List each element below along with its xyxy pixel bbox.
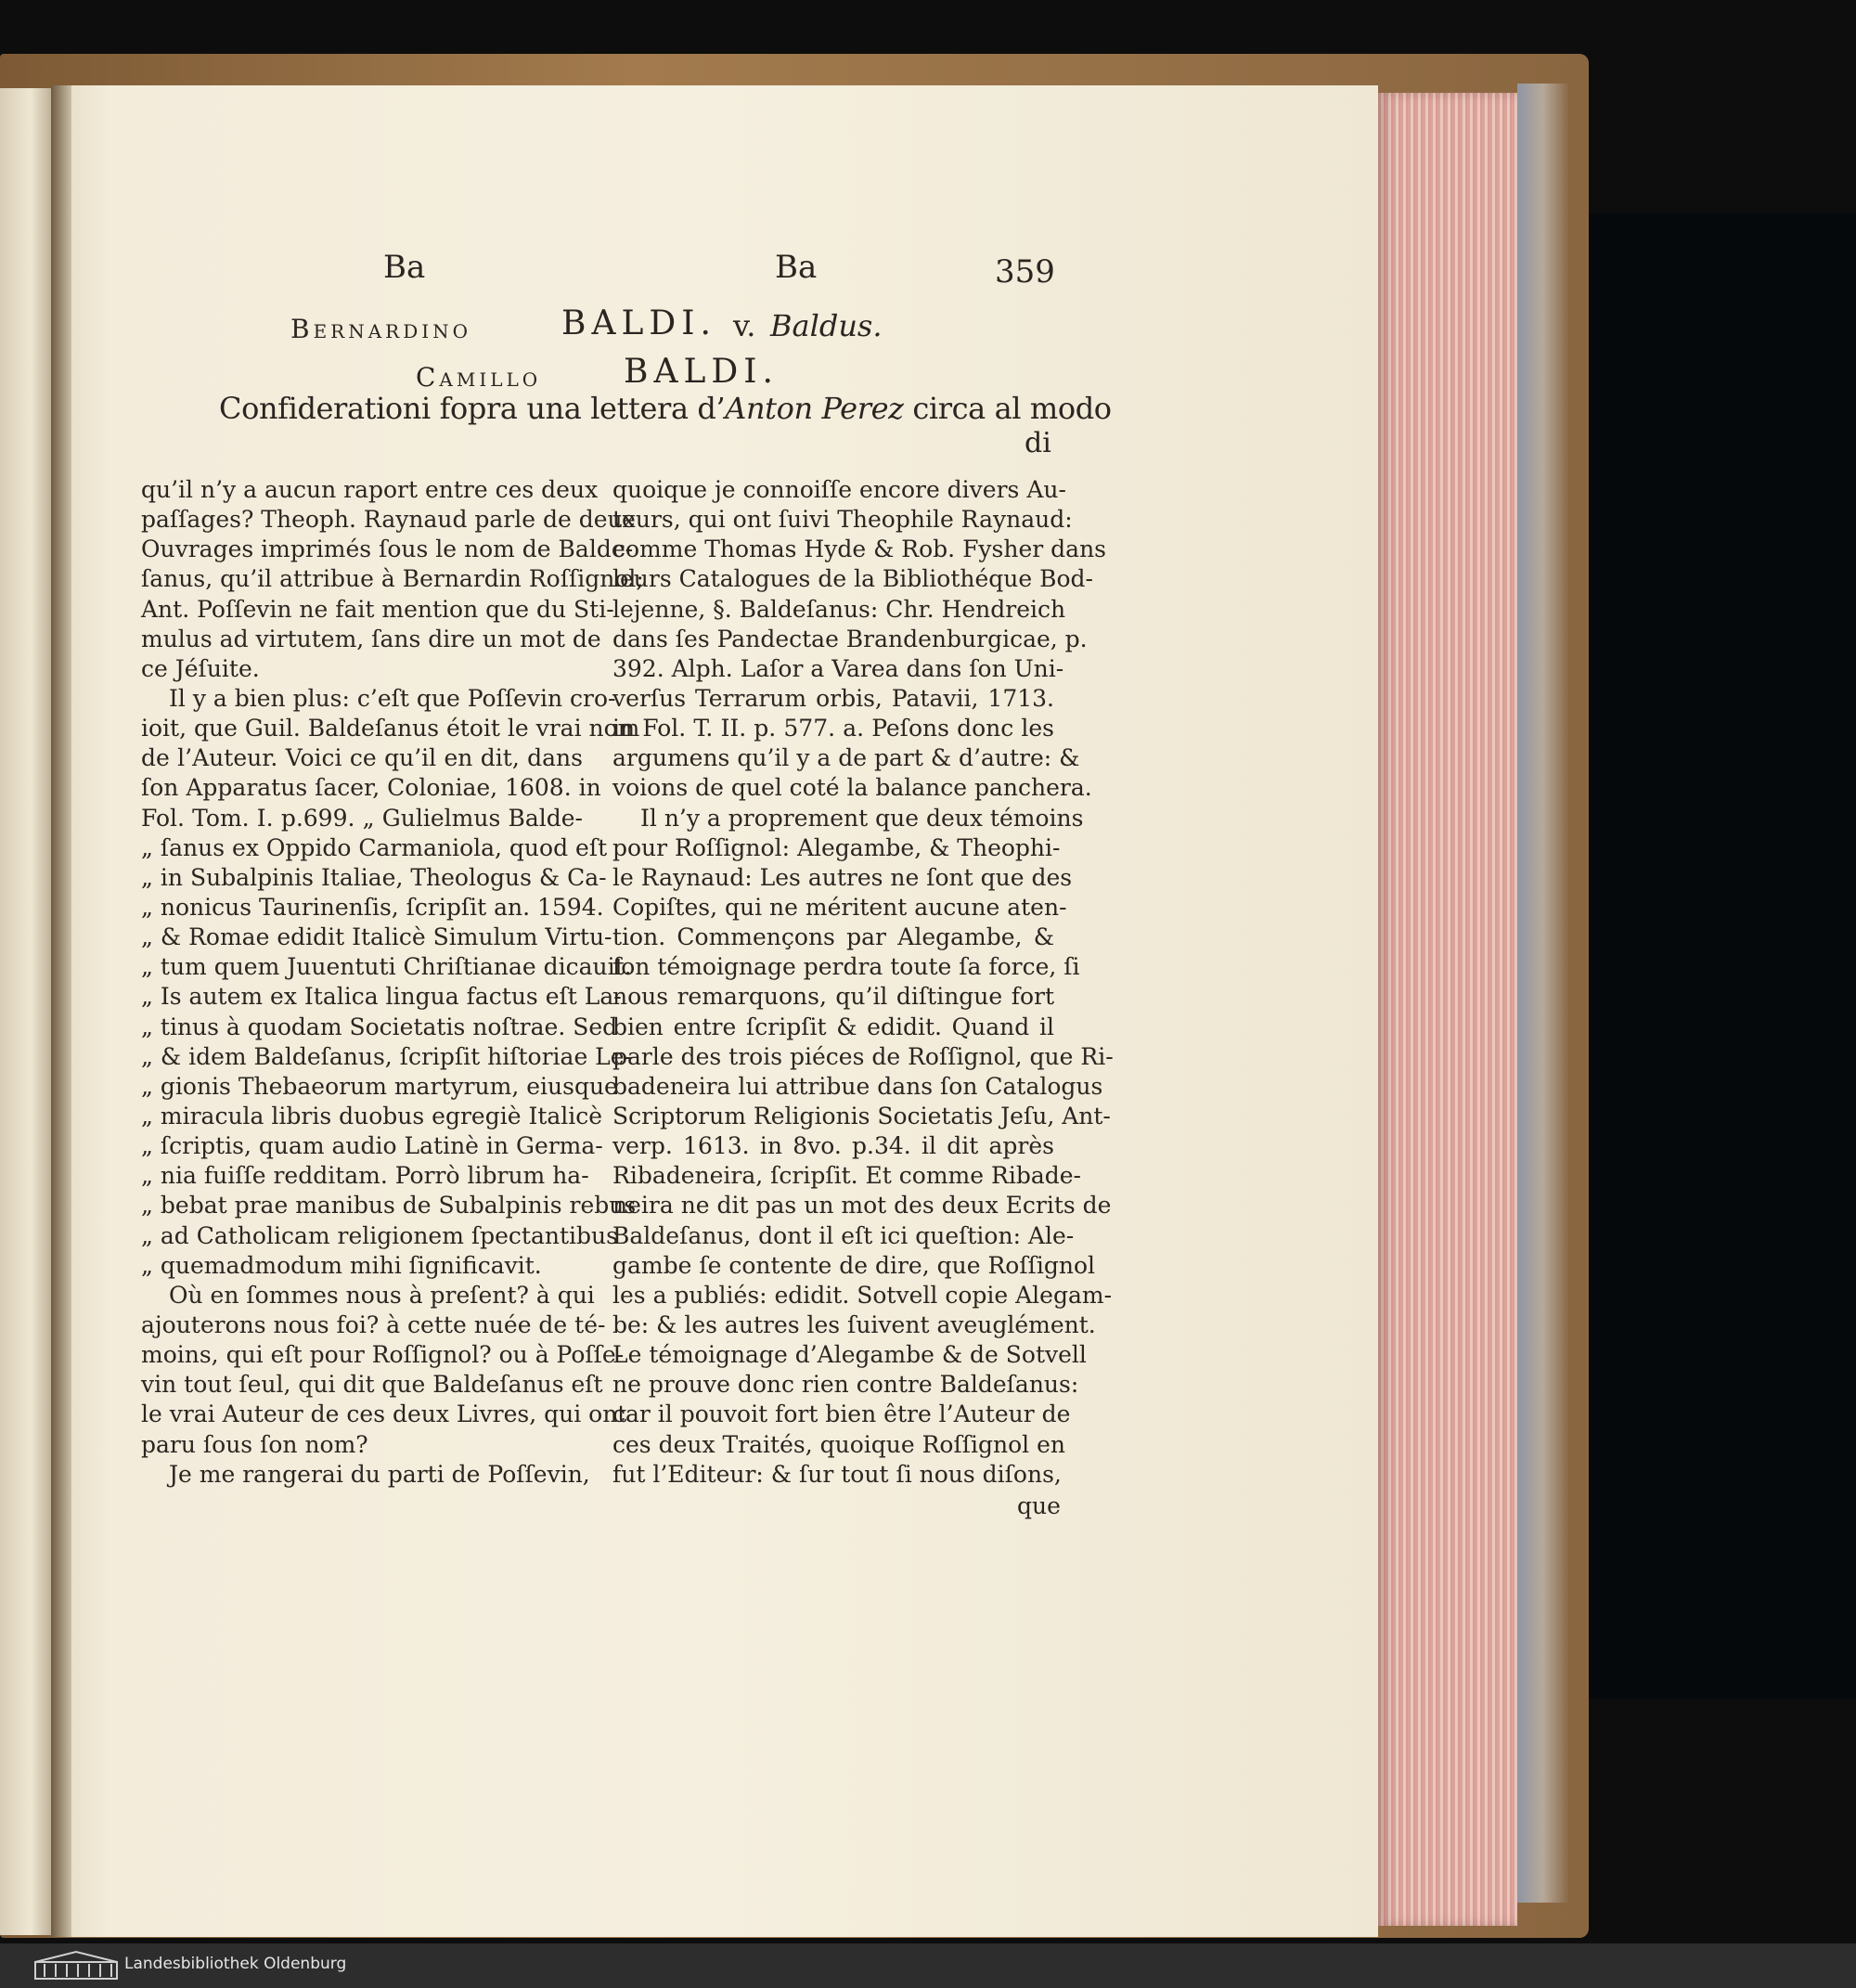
entry-title-bernardino-ref: v.	[733, 308, 756, 343]
text-line: „ & Romae edidit Italicè Simulum Virtu-	[141, 923, 612, 951]
text-line: be: & les autres les ſuivent aveuglément.	[612, 1310, 1096, 1338]
text-line: ajouterons nous foi? à cette nuée de té-	[141, 1310, 606, 1338]
text-line: ces deux Traités, quoique Roſſignol en	[612, 1430, 1065, 1458]
text-line: le Raynaud: Les autres ne ſont que des	[612, 863, 1073, 891]
text-line: leurs Catalogues de la Bibliothéque Bod-	[612, 565, 1093, 593]
text-line: in Fol. T. II. p. 577. a. Peſons donc les	[612, 715, 1054, 742]
left-text-column	[141, 475, 644, 1490]
text-line: „ ſcriptis, quam audio Latinè in Germa-	[141, 1132, 603, 1160]
work-title-part-a: Confiderationi fopra una lettera d’	[219, 391, 726, 426]
text-line: qu’il n’y a aucun raport entre ces deux	[141, 476, 599, 503]
text-line: „ bebat prae manibus de Subalpinis rebus	[141, 1192, 637, 1220]
work-title-part-b: circa al modo	[912, 391, 1112, 426]
text-line: Fol. Tom. I. p.699. „ Gulielmus Balde-	[141, 804, 583, 832]
text-line: ce Jéſuite.	[141, 654, 260, 682]
right-text-column	[612, 475, 1114, 1490]
text-line: car il pouvoit fort bien être l’Auteur de	[612, 1401, 1071, 1428]
text-line: parle des trois piéces de Roſſignol, que Ri-	[612, 1042, 1114, 1070]
text-line: nous remarquons, qu’il diſtingue fort	[612, 983, 1054, 1011]
text-line: „ tum quem Juuentuti Chriſtianae dicauit.	[141, 953, 632, 981]
entry-title-bernardino-ref-italic: Baldus.	[770, 308, 883, 343]
book-spine-edge	[1517, 84, 1568, 1903]
text-line: comme Thomas Hyde & Rob. Fysher dans	[612, 536, 1106, 563]
text-line: dans ſes Pandectae Brandenburgicae, p.	[612, 625, 1088, 652]
text-line: verp. 1613. in 8vo. p.34. il dit après	[612, 1132, 1054, 1160]
text-line: fut l’Editeur: & ſur tout ſi nous diſons,	[612, 1460, 1062, 1488]
text-line: argumens qu’il y a de part & d’autre: &	[612, 744, 1080, 772]
page-number: 359	[995, 253, 1055, 290]
text-line: ioit, que Guil. Baldeſanus étoit le vrai nom	[141, 715, 640, 742]
text-line: ſanus, qu’il attribue à Bernardin Roſſignol;	[141, 565, 644, 593]
page-gutter	[51, 85, 71, 1937]
page-fore-edge	[1378, 93, 1517, 1926]
text-line: pour Roſſignol: Alegambe, & Theophi-	[612, 833, 1061, 861]
text-line: „ Is autem ex Italica lingua factus eſt La-	[141, 983, 622, 1011]
text-line: de l’Auteur. Voici ce qu’il en dit, dans	[141, 744, 583, 772]
text-line: gambe ſe contente de dire, que Roſſignol	[612, 1251, 1095, 1279]
text-line: ſon témoignage perdra toute ſa force, ſi	[612, 953, 1080, 981]
footer-bar	[0, 1943, 1856, 1988]
text-line: Ribadeneira, ſcripſit. Et comme Ribade-	[612, 1162, 1081, 1190]
text-line: Il y a bien plus: c’eſt que Poſſevin cro-	[169, 684, 616, 712]
text-line: vin tout ſeul, qui dit que Baldeſanus eſt	[141, 1371, 603, 1399]
text-line: „ gionis Thebaeorum martyrum, eiusque	[141, 1072, 618, 1100]
text-line: moins, qui eſt pour Roſſignol? ou à Poſſe-	[141, 1341, 625, 1369]
text-line: teurs, qui ont ſuivi Theophile Raynaud:	[612, 506, 1073, 534]
text-line: ſon Apparatus ſacer, Coloniae, 1608. in	[141, 774, 601, 802]
text-line: paru ſous ſon nom?	[141, 1430, 368, 1458]
text-line: „ miracula libris duobus egregiè Italicè	[141, 1102, 603, 1130]
text-line: Baldeſanus, dont il eſt ici queſtion: Ale-	[612, 1221, 1075, 1249]
text-line: Le témoignage d’Alegambe & de Sotvell	[612, 1341, 1087, 1369]
work-title-line	[219, 391, 1112, 426]
text-line: les a publiés: edidit. Sotvell copie Alegam-	[612, 1281, 1113, 1309]
left-page-edge	[0, 88, 51, 1935]
work-title-italic: Anton Perez	[725, 391, 904, 426]
text-line: Scriptorum Religionis Societatis Jeſu, Ant-	[612, 1102, 1111, 1130]
text-line: le vrai Auteur de ces deux Livres, qui ont	[141, 1401, 627, 1428]
text-line: tion. Commençons par Alegambe, &	[612, 923, 1054, 951]
running-header-left: Ba	[383, 249, 426, 286]
text-line: „ in Subalpinis Italiae, Theologus & Ca-	[141, 863, 607, 891]
work-title-continuation: di	[1025, 427, 1051, 459]
text-line: voions de quel coté la balance panchera.	[612, 774, 1092, 802]
text-line: Copiſtes, qui ne méritent aucune aten-	[612, 893, 1067, 921]
text-line: „ quemadmodum mihi ſignificavit.	[141, 1251, 542, 1279]
library-building-icon	[30, 1949, 122, 1982]
text-line: Je me rangerai du parti de Poſſevin,	[169, 1460, 590, 1488]
text-line: paſſages? Theoph. Raynaud parle de deux	[141, 506, 636, 534]
entry-title-bernardino-surname: BALDI.	[561, 304, 716, 342]
text-line: Ouvrages imprimés ſous le nom de Balde-	[141, 536, 634, 563]
running-header-center: Ba	[775, 249, 818, 286]
text-line: lejenne, §. Baldeſanus: Chr. Hendreich	[612, 595, 1066, 623]
text-line: ne prouve donc rien contre Baldeſanus:	[612, 1371, 1079, 1399]
library-name: Landesbibliothek Oldenburg	[124, 1955, 347, 1973]
entry-title-camillo-surname: BALDI.	[624, 353, 779, 391]
entry-title-bernardino-first: Bernardino	[290, 314, 472, 344]
text-line: quoique je connoiſſe encore divers Au-	[612, 476, 1066, 503]
catchword: que	[1017, 1492, 1061, 1519]
text-line: Où en ſommes nous à preſent? à qui	[169, 1281, 595, 1309]
background-board	[1578, 213, 1856, 1698]
text-line: Il n’y a proprement que deux témoins	[640, 804, 1084, 832]
text-line: neira ne dit pas un mot des deux Ecrits de	[612, 1192, 1112, 1220]
text-line: „ ad Catholicam religionem ſpectantibus	[141, 1221, 618, 1249]
text-line: Ant. Poſſevin ne fait mention que du Sti-	[141, 595, 614, 623]
text-line: verſus Terrarum orbis, Patavii, 1713.	[612, 684, 1054, 712]
text-line: „ ſanus ex Oppido Carmaniola, quod eſt	[141, 833, 608, 861]
text-line: „ nia fuiſſe redditam. Porrò librum ha-	[141, 1162, 589, 1190]
text-line: „ & idem Baldeſanus, ſcripſit hiſtoriae Le-	[141, 1042, 633, 1070]
text-line: „ tinus à quodam Societatis noſtrae. Sed	[141, 1013, 618, 1040]
entry-title-camillo-first: Camillo	[416, 362, 542, 393]
text-line: „ nonicus Taurinenſis, ſcripſit an. 1594.	[141, 893, 604, 921]
text-line: mulus ad virtutem, ſans dire un mot de	[141, 625, 601, 652]
text-line: badeneira lui attribue dans ſon Catalogus	[612, 1072, 1103, 1100]
text-line: 392. Alph. Laſor a Varea dans ſon Uni-	[612, 654, 1064, 682]
text-line: bien entre ſcripſit & edidit. Quand il	[612, 1013, 1054, 1040]
